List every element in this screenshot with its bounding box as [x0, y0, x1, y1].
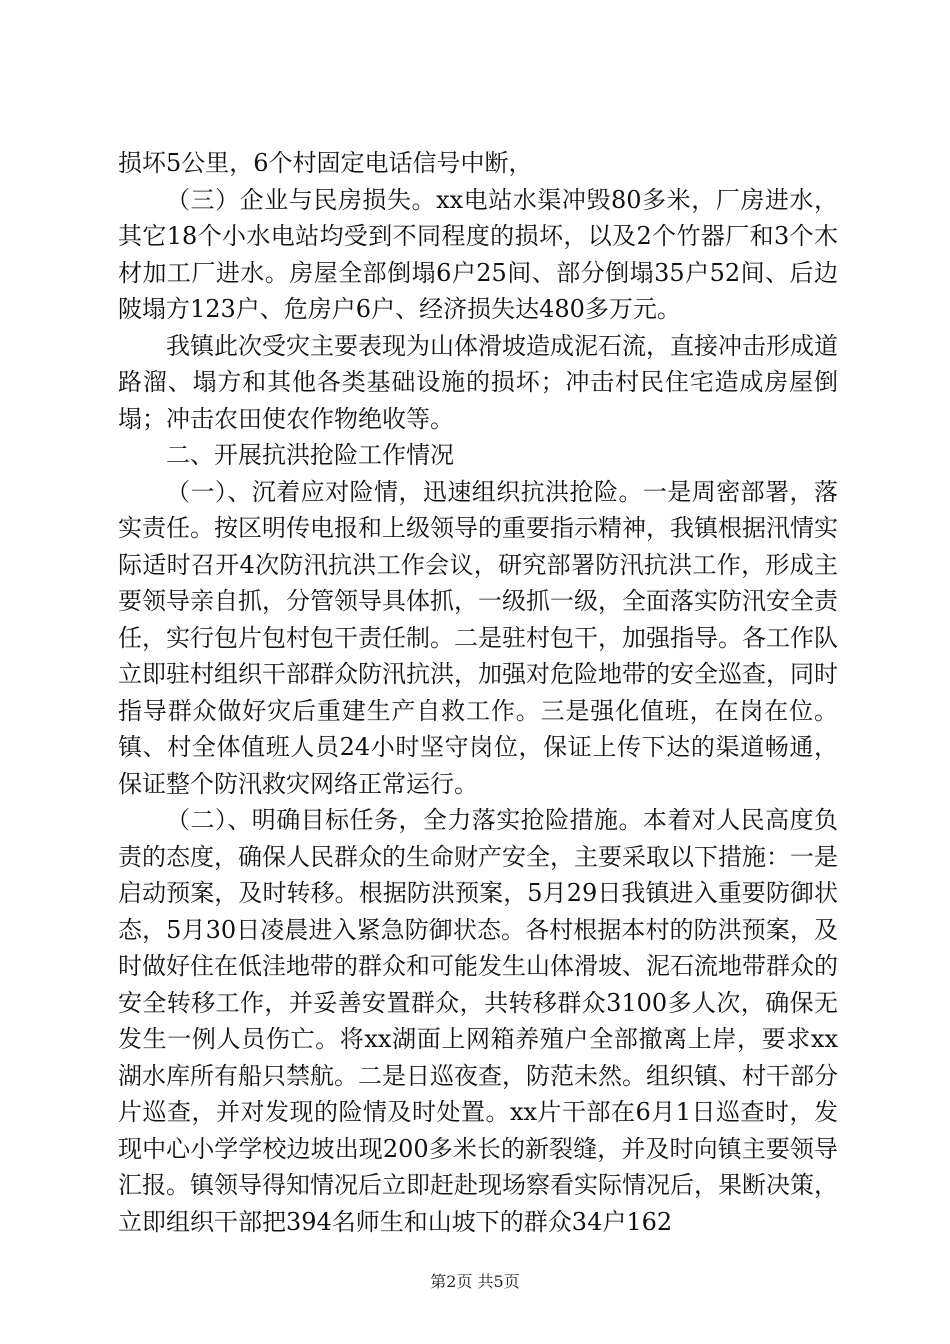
paragraph-continuation: 损坏5公里，6个村固定电话信号中断，	[118, 149, 533, 177]
document-body	[118, 145, 838, 1240]
section-heading-flood-response: 二、开展抗洪抢险工作情况	[166, 441, 454, 469]
paragraph-organize-response: （一）、沉着应对险情，迅速组织抗洪抢险。一是周密部署，落实责任。按区明传电报和上级领导的重要指示精神，我镇根据汛情实际适时召开4次防汛抗洪工作会议，研究部署防汛抗洪工作，形成主要领导亲自抓，分管领导具体抓，一级抓一级，全面落实防汛安全责任，实行包片包村包干责任制。二是驻村包干，加强指导。各工作队立即驻村组织干部群众防汛抗洪，加强对危险地带的安全巡查，同时指导群众做好灾后重建生产自救工作。三是强化值班，在岗在位。镇、村全体值班人员24小时坚守岗位，保证上传下达的渠道畅通，保证整个防汛救灾网络正常运行。	[118, 477, 838, 798]
paragraph-disaster-summary: 我镇此次受灾主要表现为山体滑坡造成泥石流，直接冲击形成道路溜、塌方和其他各类基础设施的损坏；冲击村民住宅造成房屋倒塌；冲击农田使农作物绝收等。	[118, 331, 838, 433]
paragraph-rescue-measures: （二）、明确目标任务，全力落实抢险措施。本着对人民高度负责的态度，确保人民群众的生命财产安全，主要采取以下措施：一是启动预案，及时转移。根据防洪预案，5月29日我镇进入重要防御状态，5月30日凌晨进入紧急防御状态。各村根据本村的防洪预案，及时做好住在低洼地带的群众和可能发生山体滑坡、泥石流地带群众的安全转移工作，并妥善安置群众，共转移群众3100多人次，确保无发生一例人员伤亡。将xx湖面上网箱养殖户全部撤离上岸，要求xx湖水库所有船只禁航。二是日巡夜查，防范未然。组织镇、村干部分片巡查，并对发现的险情及时处置。xx片干部在6月1日巡查时，发现中心小学学校边坡出现200多米长的新裂缝，并及时向镇主要领导汇报。镇领导得知情况后立即赶赴现场察看实际情况后，果断决策，立即组织干部把394名师生和山坡下的群众34户162	[118, 806, 838, 1236]
paragraph-enterprise-housing-loss: （三）企业与民房损失。xx电站水渠冲毁80多米，厂房进水，其它18个小水电站均受到不同程度的损坏，以及2个竹器厂和3个木材加工厂进水。房屋全部倒塌6户25间、部分倒塌35户52间、后边陂塌方123户、危房户6户、经济损失达480多万元。	[118, 185, 838, 323]
page-number-footer: 第2页 共5页	[430, 1272, 520, 1291]
